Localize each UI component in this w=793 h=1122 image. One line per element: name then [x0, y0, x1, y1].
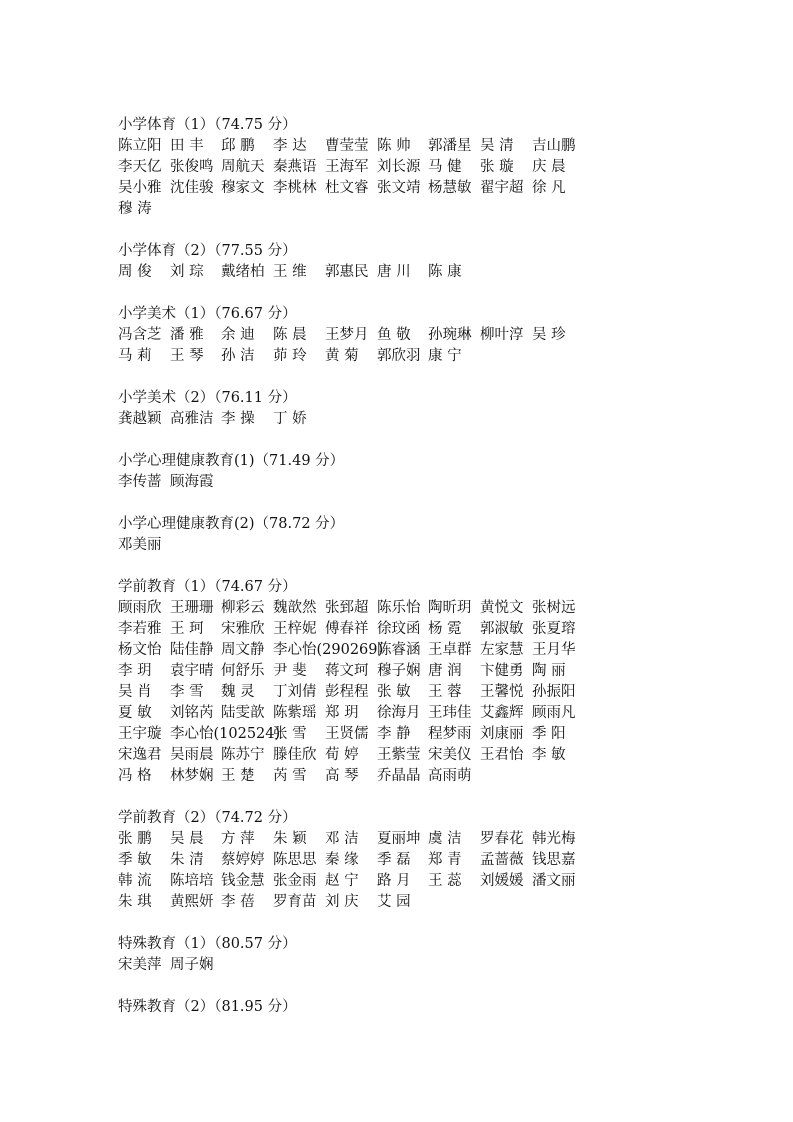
student-name: 张金雨 — [273, 873, 317, 889]
student-name: 魏歆然 — [273, 600, 317, 616]
student-name: 吴 肖 — [118, 684, 152, 700]
name-row — [118, 136, 758, 157]
student-name: 陈睿涵 — [377, 642, 421, 658]
student-name: 唐 润 — [428, 663, 462, 679]
student-name: 傅春祥 — [325, 621, 369, 637]
student-name: 袁宇晴 — [170, 663, 214, 679]
section-heading: 特殊教育（1）（80.57 分） — [118, 936, 297, 952]
section-heading: 小学美术（2）（76.11 分） — [118, 390, 297, 406]
name-row — [118, 472, 758, 493]
student-name: 冯含芝 — [118, 327, 162, 343]
student-name: 刘媛媛 — [480, 873, 524, 889]
student-name: 何舒乐 — [221, 663, 265, 679]
student-name: 杨文怡 — [118, 642, 162, 658]
student-name: 穆家文 — [221, 180, 265, 196]
student-name: 吴 晨 — [170, 831, 204, 847]
name-row — [118, 766, 758, 787]
student-name: 冯 格 — [118, 768, 152, 784]
student-name: 蒋文珂 — [325, 663, 369, 679]
student-name: 宋美萍 — [118, 957, 162, 973]
student-name: 郑 玥 — [325, 705, 359, 721]
student-name: 李 敏 — [532, 747, 566, 763]
student-name: 李心怡(290269) — [273, 642, 384, 658]
student-name: 李若雅 — [118, 621, 162, 637]
student-name: 钱金慧 — [221, 873, 265, 889]
roster-section — [118, 997, 758, 1017]
student-name: 王梦月 — [325, 327, 369, 343]
student-name: 罗春花 — [480, 831, 524, 847]
student-name: 芮 雪 — [273, 768, 307, 784]
student-name: 李桃林 — [273, 180, 317, 196]
student-name: 张夏瑢 — [532, 621, 576, 637]
student-name: 丁刘倩 — [273, 684, 317, 700]
student-name: 秦燕语 — [273, 159, 317, 175]
name-row — [118, 346, 758, 367]
student-name: 张文靖 — [377, 180, 421, 196]
student-name: 顾雨凡 — [532, 705, 576, 721]
name-row — [118, 682, 758, 703]
name-row — [118, 157, 758, 178]
student-name: 乔晶晶 — [377, 768, 421, 784]
student-name: 艾 园 — [377, 894, 411, 910]
student-name: 郭潘星 — [428, 138, 472, 154]
student-name: 王 琴 — [170, 348, 204, 364]
student-name: 王珊珊 — [170, 600, 214, 616]
student-name: 高雅洁 — [170, 411, 214, 427]
student-name: 张 敏 — [377, 684, 411, 700]
student-name: 季 敏 — [118, 852, 152, 868]
student-name: 王宇璇 — [118, 726, 162, 742]
student-name: 田 丰 — [170, 138, 204, 154]
student-name: 唐 川 — [377, 264, 411, 280]
student-name: 周航天 — [221, 159, 265, 175]
student-name: 吴雨晨 — [170, 747, 214, 763]
name-row — [118, 262, 758, 283]
student-name: 顾雨欣 — [118, 600, 162, 616]
student-name: 孙 洁 — [221, 348, 255, 364]
student-name: 杨慧敏 — [428, 180, 472, 196]
student-name: 陈思思 — [273, 852, 317, 868]
section-heading: 特殊教育（2）（81.95 分） — [118, 999, 297, 1015]
student-name: 陈 晨 — [273, 327, 307, 343]
student-name: 孙振阳 — [532, 684, 576, 700]
student-name: 鱼 敬 — [377, 327, 411, 343]
student-name: 高雨萌 — [428, 768, 472, 784]
name-row — [118, 829, 758, 850]
student-name: 李 达 — [273, 138, 307, 154]
student-name: 张树远 — [532, 600, 576, 616]
student-name: 张 璇 — [480, 159, 514, 175]
roster-section — [118, 304, 758, 367]
student-name: 杜文睿 — [325, 180, 369, 196]
student-name: 陈苏宁 — [221, 747, 265, 763]
student-name: 李天亿 — [118, 159, 162, 175]
student-name: 徐海月 — [377, 705, 421, 721]
student-name: 张 雪 — [273, 726, 307, 742]
student-name: 邱 鹏 — [221, 138, 255, 154]
student-name: 陶昕玥 — [428, 600, 472, 616]
student-name: 顾海霞 — [170, 474, 214, 490]
student-name: 刘铭芮 — [170, 705, 214, 721]
student-name: 朱 琪 — [118, 894, 152, 910]
student-name: 秦 缘 — [325, 852, 359, 868]
student-name: 陈紫瑶 — [273, 705, 317, 721]
student-name: 余 迪 — [221, 327, 255, 343]
student-name: 路 月 — [377, 873, 411, 889]
student-name: 王 蕊 — [428, 873, 462, 889]
student-name: 徐 凡 — [532, 180, 566, 196]
student-name: 陆佳静 — [170, 642, 214, 658]
student-name: 王 楚 — [221, 768, 255, 784]
section-heading: 小学美术（1）（76.67 分） — [118, 306, 297, 322]
roster-section — [118, 115, 758, 220]
student-name: 李传蔷 — [118, 474, 162, 490]
name-row — [118, 745, 758, 766]
student-name: 陈乐怡 — [377, 600, 421, 616]
student-name: 王梓妮 — [273, 621, 317, 637]
student-name: 李 操 — [221, 411, 255, 427]
student-name: 郭欣羽 — [377, 348, 421, 364]
student-name: 李 雪 — [170, 684, 204, 700]
student-name: 周 俊 — [118, 264, 152, 280]
student-name: 丁 娇 — [273, 411, 307, 427]
roster-section — [118, 577, 758, 787]
student-name: 王玮佳 — [428, 705, 472, 721]
student-name: 王 蓉 — [428, 684, 462, 700]
student-name: 穆 涛 — [118, 201, 152, 217]
student-name: 朱 清 — [170, 852, 204, 868]
student-name: 庆 晨 — [532, 159, 566, 175]
section-heading: 学前教育（2）（74.72 分） — [118, 810, 297, 826]
student-name: 沈佳骏 — [170, 180, 214, 196]
student-name: 邓 洁 — [325, 831, 359, 847]
student-name: 夏丽坤 — [377, 831, 421, 847]
student-name: 曹莹莹 — [325, 138, 369, 154]
student-name: 黄熙妍 — [170, 894, 214, 910]
student-name: 方 萍 — [221, 831, 255, 847]
student-name: 尹 斐 — [273, 663, 307, 679]
student-name: 王紫莹 — [377, 747, 421, 763]
student-name: 林梦娴 — [170, 768, 214, 784]
student-name: 茆 玲 — [273, 348, 307, 364]
name-row — [118, 199, 758, 220]
student-name: 邓美丽 — [118, 537, 162, 553]
student-name: 穆子娴 — [377, 663, 421, 679]
student-name: 马 健 — [428, 159, 462, 175]
student-name: 滕佳欣 — [273, 747, 317, 763]
student-name: 孟蔷薇 — [480, 852, 524, 868]
name-row — [118, 598, 758, 619]
student-name: 陆雯歆 — [221, 705, 265, 721]
student-name: 罗育苗 — [273, 894, 317, 910]
student-name: 王君怡 — [480, 747, 524, 763]
name-row — [118, 871, 758, 892]
document-body — [118, 115, 758, 1038]
student-name: 周子娴 — [170, 957, 214, 973]
student-name: 王馨悦 — [480, 684, 524, 700]
student-name: 李 静 — [377, 726, 411, 742]
student-name: 宋逸君 — [118, 747, 162, 763]
student-name: 李 玥 — [118, 663, 152, 679]
student-name: 宋雅欣 — [221, 621, 265, 637]
student-name: 虞 洁 — [428, 831, 462, 847]
section-heading: 小学心理健康教育(1)（71.49 分） — [118, 453, 345, 469]
name-row — [118, 409, 758, 430]
student-name: 彭程程 — [325, 684, 369, 700]
student-name: 艾鑫辉 — [480, 705, 524, 721]
roster-section — [118, 388, 758, 430]
student-name: 陶 丽 — [532, 663, 566, 679]
student-name: 戴绪柏 — [221, 264, 265, 280]
student-name: 柳彩云 — [221, 600, 265, 616]
student-name: 刘 庆 — [325, 894, 359, 910]
student-name: 黄 菊 — [325, 348, 359, 364]
section-heading: 小学体育（2）（77.55 分） — [118, 243, 297, 259]
student-name: 陈 帅 — [377, 138, 411, 154]
student-name: 吴 珍 — [532, 327, 566, 343]
name-row — [118, 661, 758, 682]
student-name: 季 磊 — [377, 852, 411, 868]
student-name: 龚越颖 — [118, 411, 162, 427]
student-name: 钱思嘉 — [532, 852, 576, 868]
student-name: 季 阳 — [532, 726, 566, 742]
name-row — [118, 325, 758, 346]
name-row — [118, 178, 758, 199]
student-name: 杨 霓 — [428, 621, 462, 637]
student-name: 左家慧 — [480, 642, 524, 658]
name-row — [118, 640, 758, 661]
student-name: 李心怡(102524) — [170, 726, 281, 742]
student-name: 高 琴 — [325, 768, 359, 784]
student-name: 黄悦文 — [480, 600, 524, 616]
student-name: 吴小雅 — [118, 180, 162, 196]
student-name: 张俊鸣 — [170, 159, 214, 175]
student-name: 宋美仪 — [428, 747, 472, 763]
name-row — [118, 955, 758, 976]
student-name: 刘长源 — [377, 159, 421, 175]
student-name: 翟宇超 — [480, 180, 524, 196]
student-name: 王贤儒 — [325, 726, 369, 742]
student-name: 吉山鹏 — [532, 138, 576, 154]
section-heading: 小学心理健康教育(2)（78.72 分） — [118, 516, 345, 532]
roster-section — [118, 808, 758, 913]
name-row — [118, 535, 758, 556]
student-name: 卞健勇 — [480, 663, 524, 679]
student-name: 王月华 — [532, 642, 576, 658]
student-name: 陈 康 — [428, 264, 462, 280]
student-name: 郭惠民 — [325, 264, 369, 280]
name-row — [118, 892, 758, 913]
student-name: 吴 清 — [480, 138, 514, 154]
student-name: 郑 青 — [428, 852, 462, 868]
student-name: 郭淑敏 — [480, 621, 524, 637]
student-name: 李 蓓 — [221, 894, 255, 910]
student-name: 徐玟函 — [377, 621, 421, 637]
student-name: 魏 灵 — [221, 684, 255, 700]
student-name: 韩 流 — [118, 873, 152, 889]
student-name: 王 维 — [273, 264, 307, 280]
roster-section — [118, 451, 758, 493]
student-name: 孙琬琳 — [428, 327, 472, 343]
section-heading: 小学体育（1）（74.75 分） — [118, 117, 297, 133]
student-name: 王海军 — [325, 159, 369, 175]
student-name: 韩光梅 — [532, 831, 576, 847]
name-row — [118, 619, 758, 640]
student-name: 张 鹏 — [118, 831, 152, 847]
student-name: 刘 琮 — [170, 264, 204, 280]
student-name: 朱 颖 — [273, 831, 307, 847]
student-name: 赵 宁 — [325, 873, 359, 889]
roster-section — [118, 241, 758, 283]
roster-section — [118, 934, 758, 976]
student-name: 刘康丽 — [480, 726, 524, 742]
student-name: 荀 婷 — [325, 747, 359, 763]
student-name: 程梦雨 — [428, 726, 472, 742]
student-name: 潘文丽 — [532, 873, 576, 889]
student-name: 王 珂 — [170, 621, 204, 637]
name-row — [118, 703, 758, 724]
student-name: 马 莉 — [118, 348, 152, 364]
student-name: 潘 雅 — [170, 327, 204, 343]
student-name: 王卓群 — [428, 642, 472, 658]
student-name: 蔡婷婷 — [221, 852, 265, 868]
roster-section — [118, 514, 758, 556]
student-name: 周文静 — [221, 642, 265, 658]
student-name: 康 宁 — [428, 348, 462, 364]
student-name: 夏 敏 — [118, 705, 152, 721]
student-name: 柳叶淳 — [480, 327, 524, 343]
name-row — [118, 850, 758, 871]
student-name: 陈培培 — [170, 873, 214, 889]
section-heading: 学前教育（1）（74.67 分） — [118, 579, 297, 595]
student-name: 张郅超 — [325, 600, 369, 616]
student-name: 陈立阳 — [118, 138, 162, 154]
name-row — [118, 724, 758, 745]
